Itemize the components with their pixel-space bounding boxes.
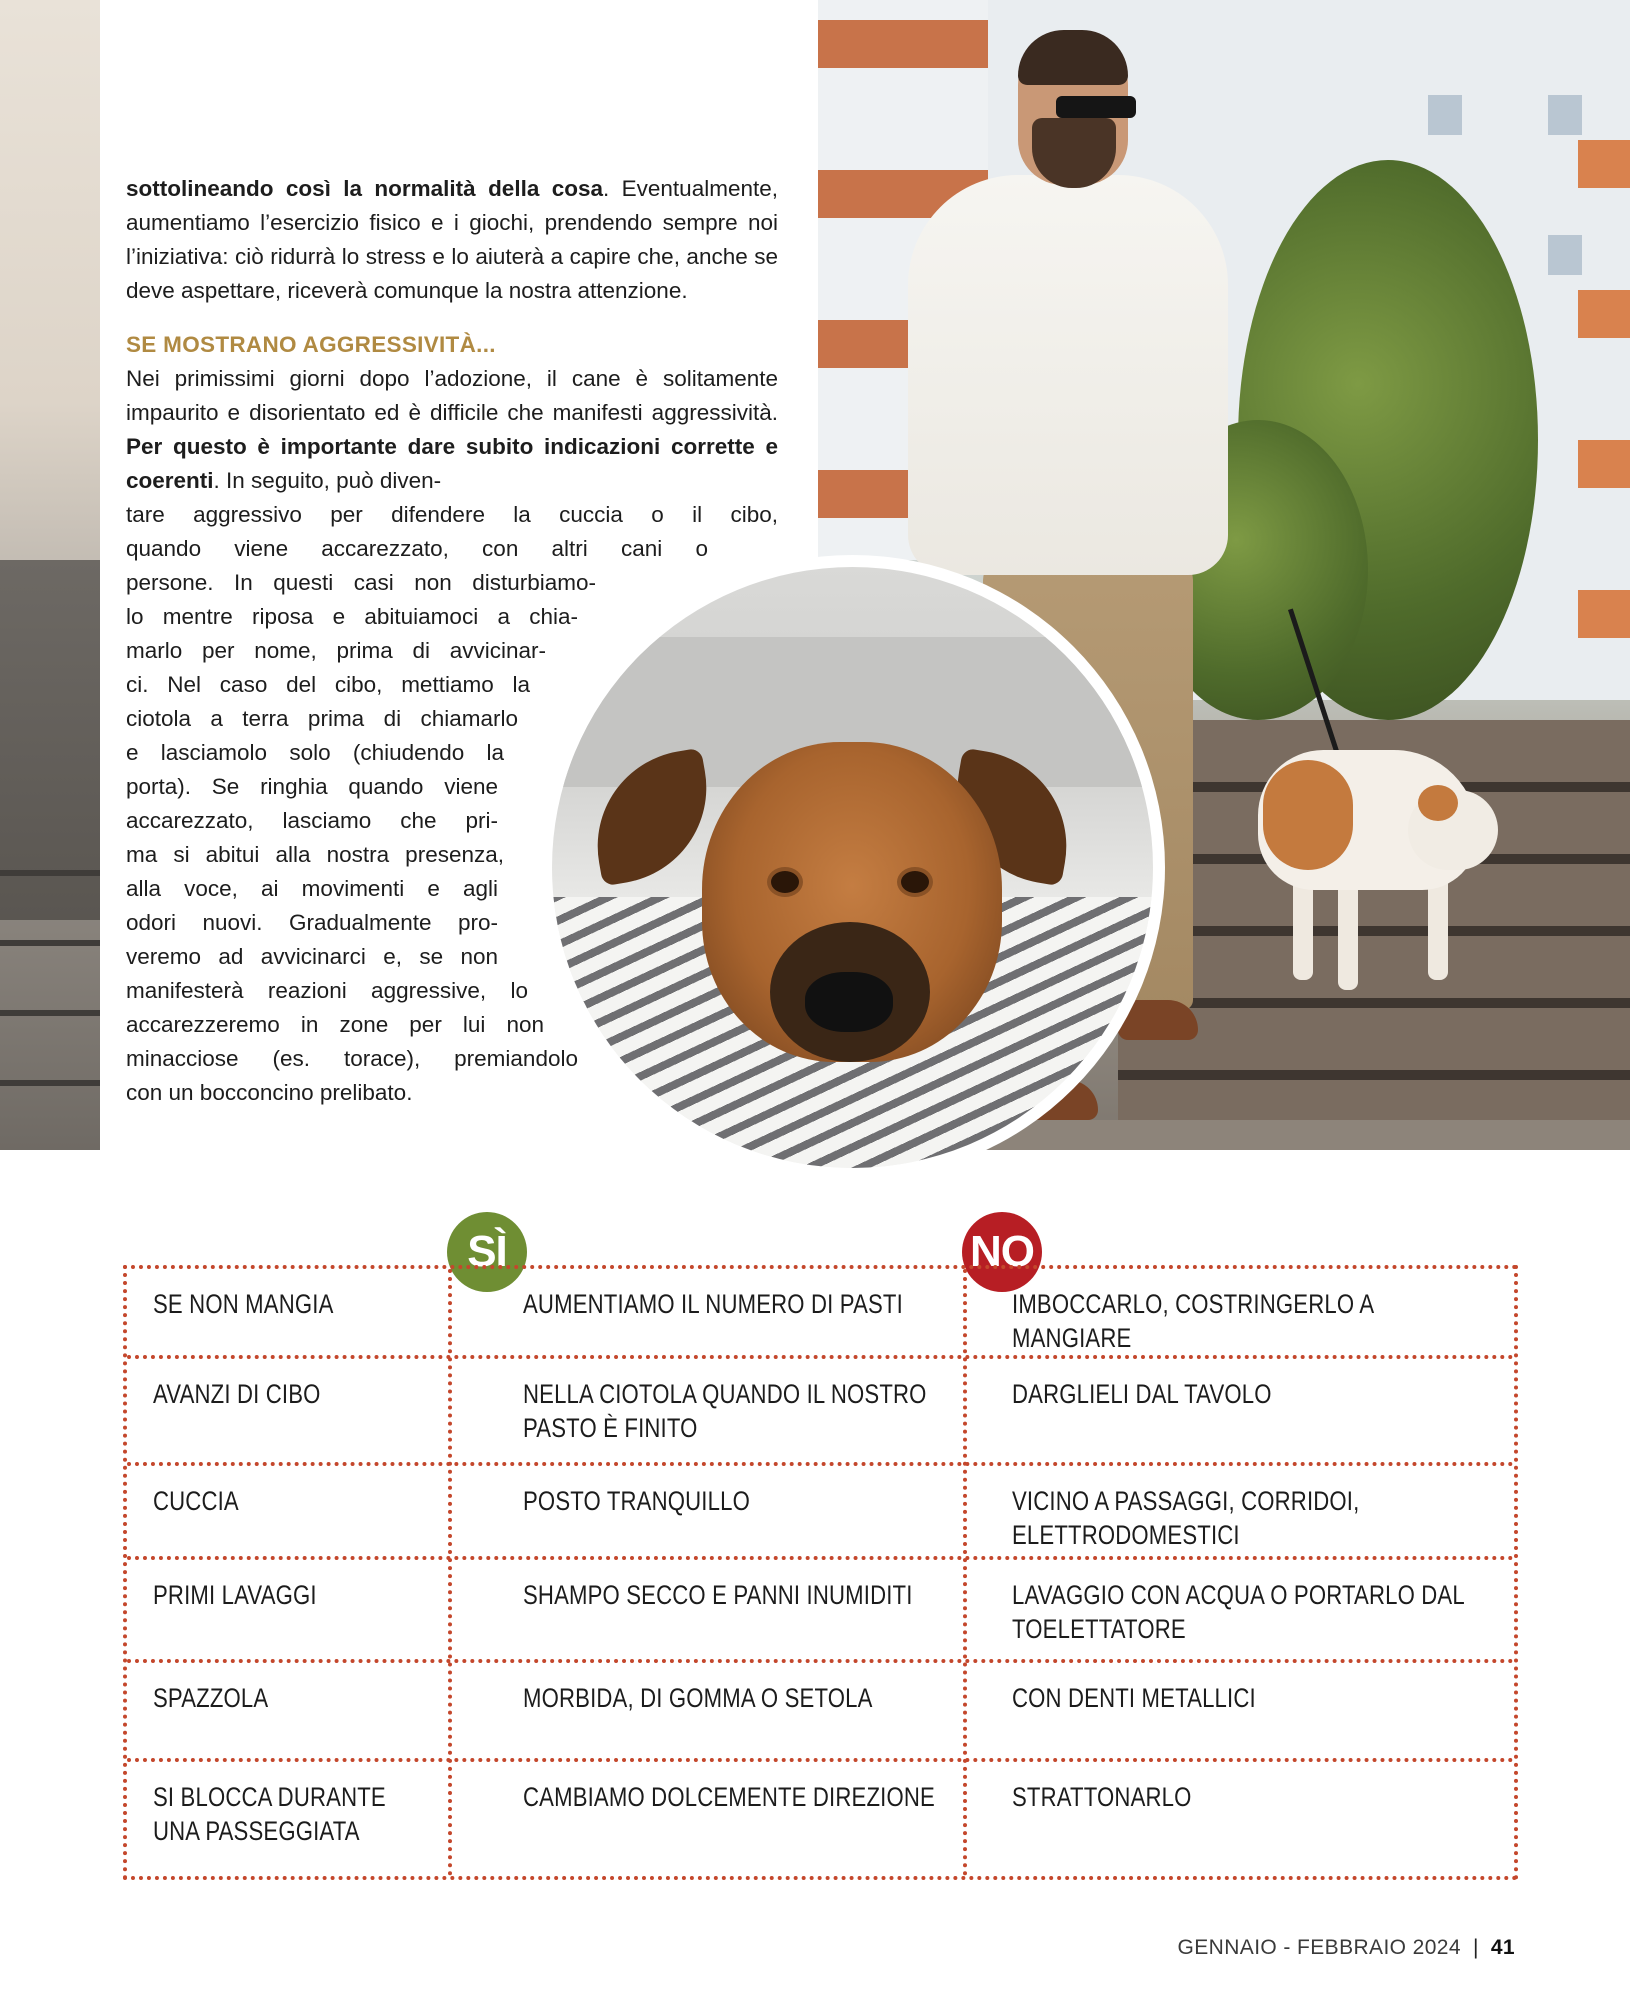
table-row [127, 1269, 1514, 1355]
table-row [127, 1355, 1514, 1462]
table-row [127, 1462, 1514, 1556]
row-no-advice: DARGLIELI DAL TAVOLO [1012, 1379, 1272, 1409]
row-topic: SPAZZOLA [153, 1683, 269, 1713]
wrapped-text-line: ciotola a terra prima di chiamarlo [126, 706, 518, 731]
no-badge: NO [962, 1212, 1042, 1292]
article-body [126, 172, 778, 1110]
row-topic: PRIMI LAVAGGI [153, 1580, 317, 1610]
row-no-advice: IMBOCCARLO, COSTRINGERLO A MANGIARE [1012, 1289, 1374, 1353]
wrapped-text-line: marlo per nome, prima di avvicinar- [126, 638, 546, 663]
wrapped-text-line: tare aggressivo per difendere la cuccia o il cibo, [126, 502, 778, 527]
wrapped-text-line: odori nuovi. Gradualmente pro- [126, 910, 498, 935]
row-no-advice: CON DENTI METALLICI [1012, 1683, 1256, 1713]
row-yes-advice: NELLA CIOTOLA QUANDO IL NOSTRO PASTO È FINITO [523, 1379, 927, 1443]
issue-date: GENNAIO - FEBBRAIO 2024 [1177, 1936, 1461, 1959]
wrapped-text-line: e lasciamolo solo (chiudendo la [126, 740, 504, 765]
wrapped-text-line: ma si abitui alla nostra presenza, [126, 842, 504, 867]
wrapped-text-line: persone. In questi casi non disturbiamo- [126, 570, 596, 595]
row-yes-advice: POSTO TRANQUILLO [523, 1486, 750, 1516]
wrapped-text-line: minacciose (es. torace), premiandolo [126, 1046, 578, 1071]
paragraph-intro: sottolineando così la normalità della cosa. Eventualmente, aumentiamo l’esercizio fisico e i giochi, prendendo sempre noi l’iniziativa: ciò ridurrà lo stress e lo aiuterà a capire che, anche se deve aspettare, riceverà comunque la nostra attenzione. [126, 176, 778, 303]
row-no-advice: STRATTONARLO [1012, 1782, 1192, 1812]
circle-wrapped-text [126, 498, 778, 1110]
wrapped-text-line: veremo ad avvicinarci e, se non [126, 944, 498, 969]
wrapped-text-line: lo mentre riposa e abituiamoci a chia- [126, 604, 578, 629]
wrapped-text-line: alla voce, ai movimenti e agli [126, 876, 498, 901]
wrapped-text-line: accarezzato, lasciamo che pri- [126, 808, 498, 833]
table-row [127, 1758, 1514, 1876]
page-number: 41 [1490, 1936, 1515, 1959]
row-no-advice: LAVAGGIO CON ACQUA O PORTARLO DAL TOELETTATORE [1012, 1580, 1465, 1644]
left-edge-photo [0, 0, 100, 1150]
row-yes-advice: AUMENTIAMO IL NUMERO DI PASTI [523, 1289, 903, 1319]
row-yes-advice: CAMBIAMO DOLCEMENTE DIREZIONE [523, 1782, 935, 1812]
yes-badge: SÌ [447, 1212, 527, 1292]
paragraph-aggression: Nei primissimi giorni dopo l’adozione, il cane è solitamente impaurito e disorientato ed è difficile che manifesti aggressività. Per questo è importante dare subito indicazioni corrette e coerenti. In seguito, può diven- [126, 366, 778, 493]
wrapped-text-line: accarezzeremo in zone per lui non [126, 1012, 544, 1037]
table-row [127, 1556, 1514, 1659]
row-topic: AVANZI DI CIBO [153, 1379, 321, 1409]
table-row [127, 1659, 1514, 1758]
do-dont-table [123, 1265, 1518, 1880]
wrapped-text-line: quando viene accarezzato, con altri cani o [126, 536, 708, 561]
wrapped-text-line: manifesterà reazioni aggressive, lo [126, 978, 528, 1003]
row-topic: SE NON MANGIA [153, 1289, 334, 1319]
footer-separator: | [1472, 1936, 1479, 1959]
page-footer [1178, 1936, 1515, 1960]
wrapped-text-line: porta). Se ringhia quando viene [126, 774, 498, 799]
wrapped-text-line: con un bocconcino prelibato. [126, 1080, 413, 1105]
row-no-advice: VICINO A PASSAGGI, CORRIDOI, ELETTRODOMESTICI [1012, 1486, 1360, 1550]
section-heading: SE MOSTRANO AGGRESSIVITÀ... [126, 332, 496, 357]
row-yes-advice: MORBIDA, DI GOMMA O SETOLA [523, 1683, 873, 1713]
wrapped-text-line: ci. Nel caso del cibo, mettiamo la [126, 672, 530, 697]
row-topic: CUCCIA [153, 1486, 239, 1516]
row-yes-advice: SHAMPO SECCO E PANNI INUMIDITI [523, 1580, 913, 1610]
row-topic: SI BLOCCA DURANTE UNA PASSEGGIATA [153, 1782, 386, 1846]
